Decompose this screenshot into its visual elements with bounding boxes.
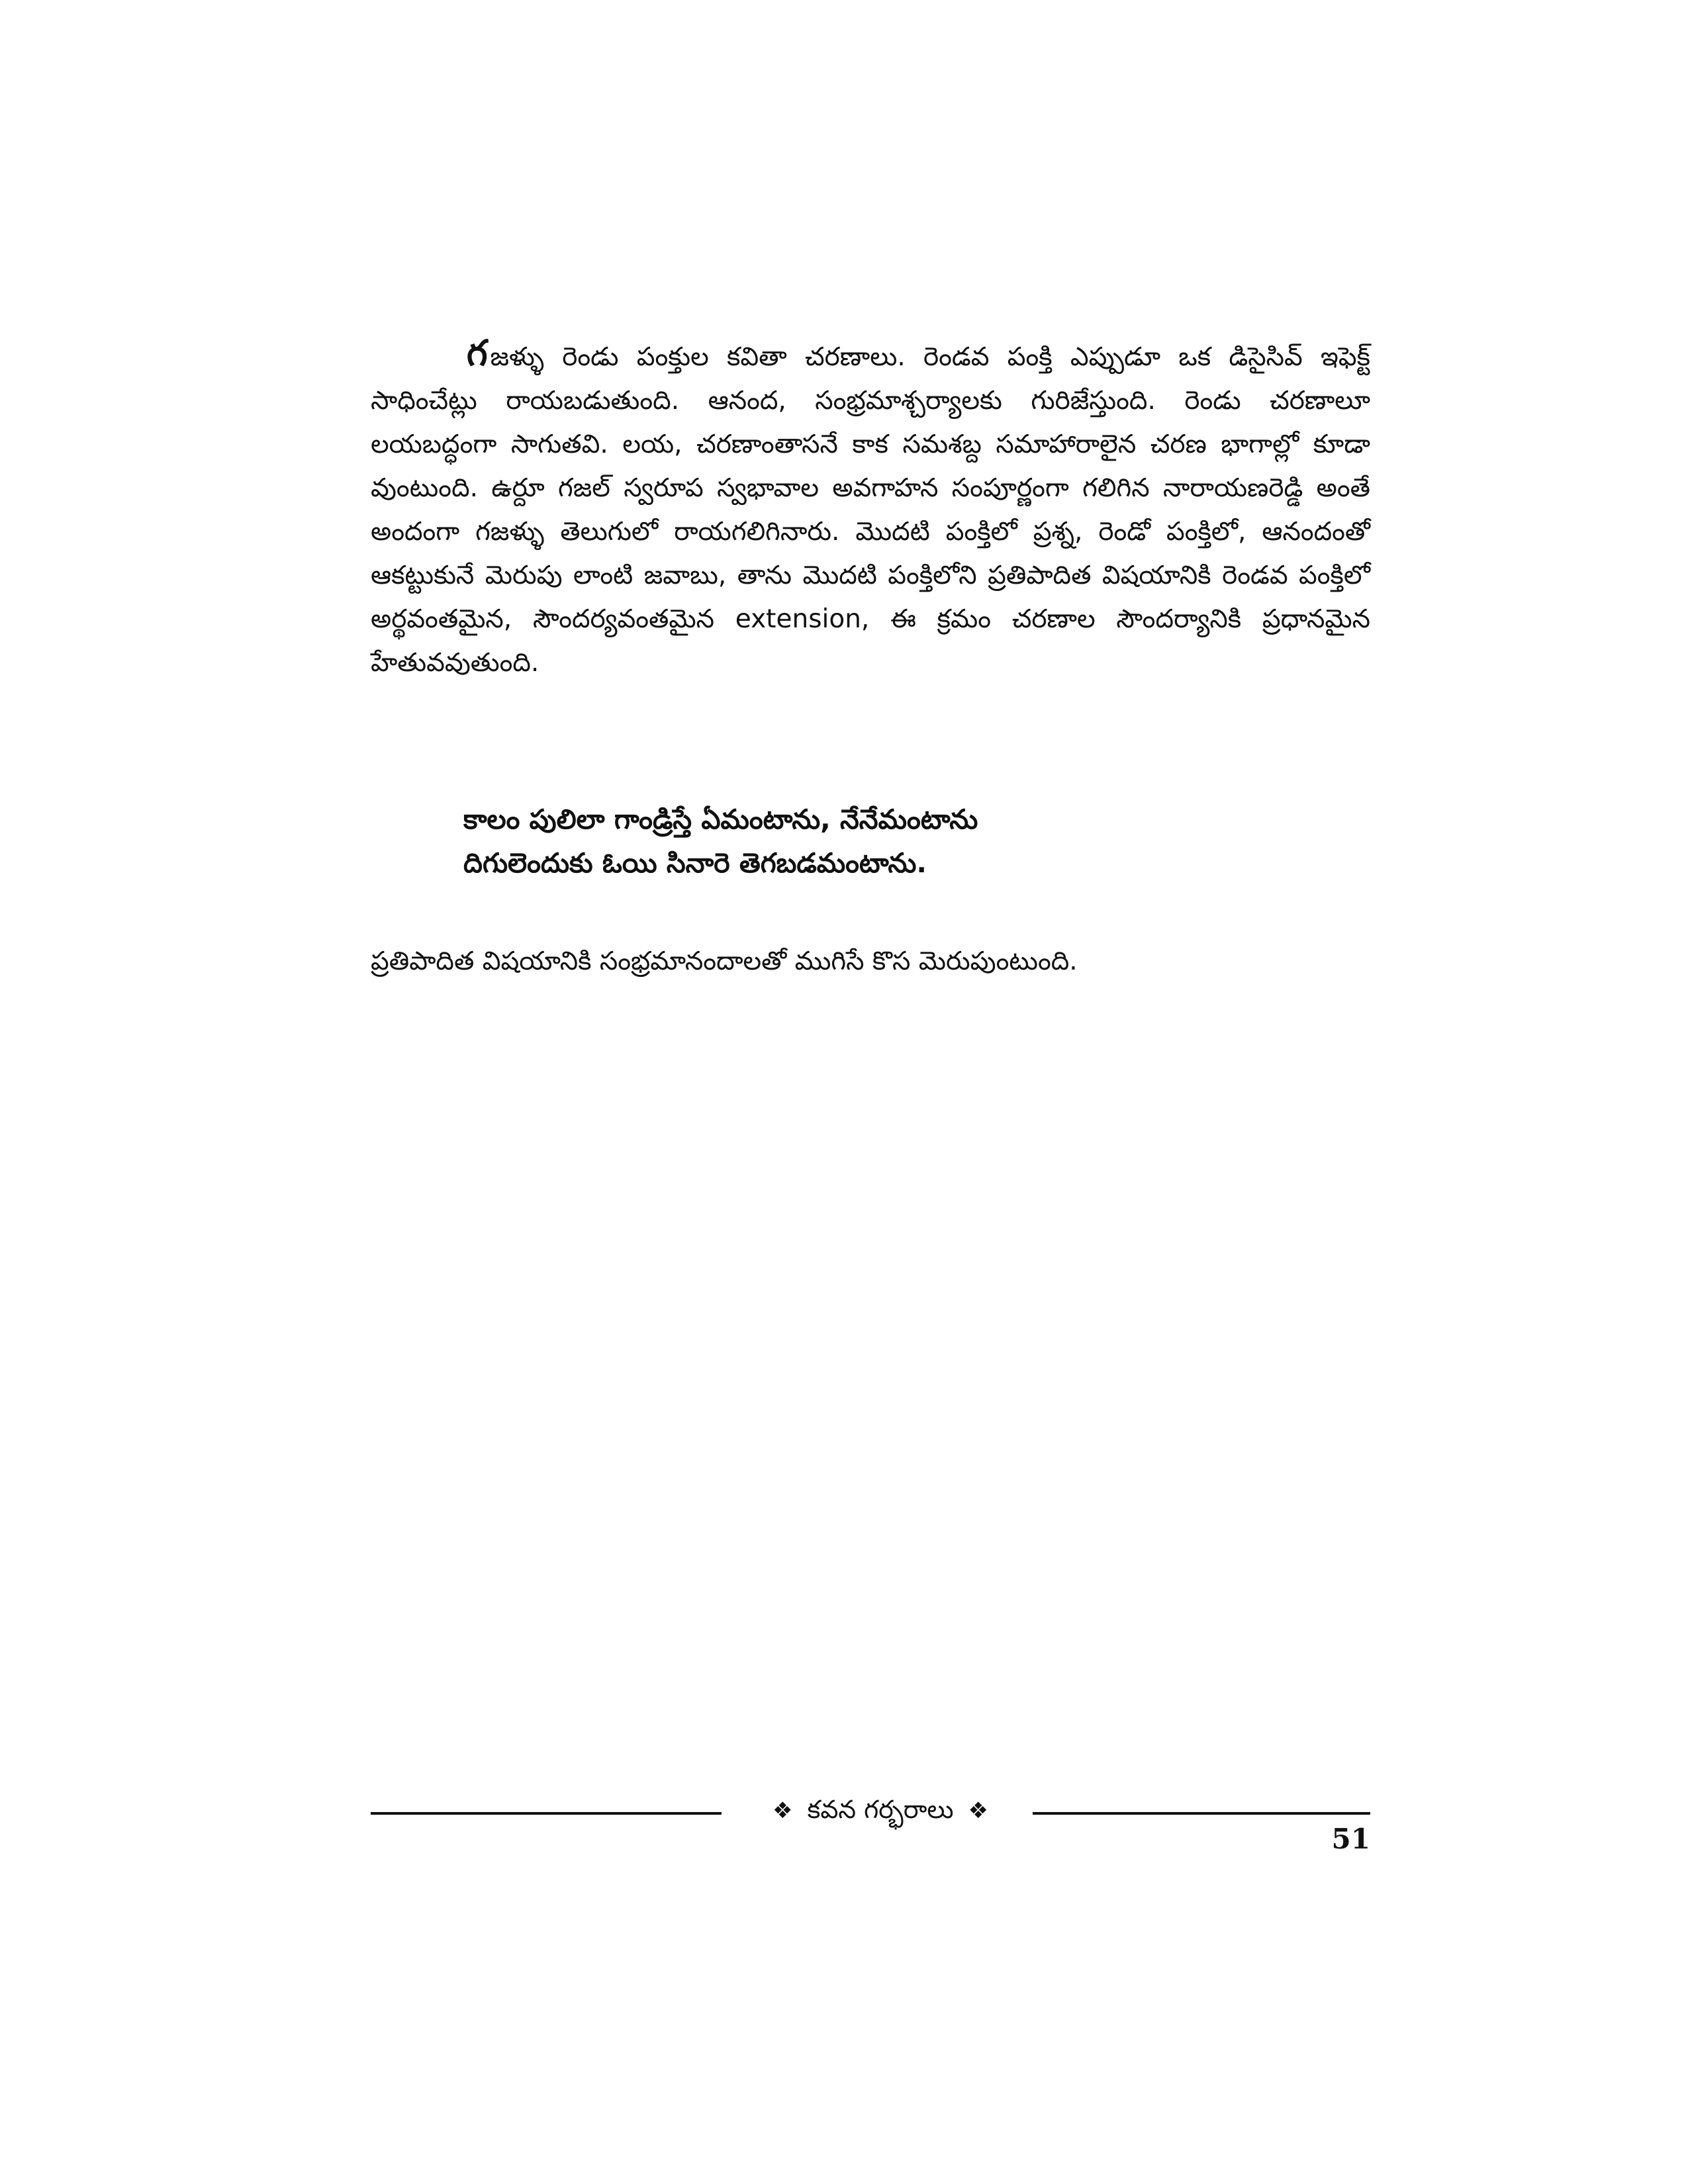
body-paragraph: ప్రతిపాదిత విషయానికి సంభ్రమానందాలతో ముగిసే కొస మెరుపుంటుంది. [371,946,1078,976]
footer-rule [1033,1812,1370,1815]
verse-line: దిగులెందుకు ఓయి సినారె తెగబడమంటాను. [463,847,927,879]
drop-cap: గ [467,332,488,374]
running-footer [741,1795,1019,1831]
book-title: కవన గర్భరాలు [807,1795,954,1824]
verse-line: కాలం పులిలా గాండ్రిస్తే ఏమంటాను, నేనేమంటాను [463,803,978,835]
paragraph-text: జళ్ళు రెండు పంక్తుల కవితా చరణాలు. రెండవ పంక్తి ఎప్పుడూ ఒక డిసైసివ్ ఇఫెక్ట్ సాధించేట్లు రాయబడుతుంది. ఆనంద, సంభ్రమాశ్చర్యాలకు గురిజేస్తుంది. రెండు చరణాలూ లయబద్ధంగా సాగుతవి. లయ, చరణాంతాసనే కాక సమశబ్ద సమాహారాలైన చరణ భాగాల్లో కూడా వుంటుంది. ఉర్దూ గజల్ స్వరూప స్వభావాల అవగాహన సంపూర్ణంగా గలిగిన నారాయణరెడ్డి అంతే అందంగా గజళ్ళు తెలుగులో రాయగలిగినారు. మొదటి పంక్తిలో ప్రశ్న, రెండో పంక్తిలో, ఆనందంతో ఆకట్టుకునే మెరుపు లాంటి జవాబు, తాను మొదటి పంక్తిలోని ప్రతిపాదిత విషయానికి రెండవ పంక్తిలో అర్థవంతమైన, సౌందర్యవంతమైన extension, ఈ క్రమం చరణాల సౌందర్యానికి ప్రధానమైన హేతువవుతుంది. [371,342,1370,678]
page-number: 51 [1331,1823,1370,1855]
ornament-icon: ❖ [968,1797,988,1824]
footer-rule [371,1812,722,1815]
ornament-icon: ❖ [773,1797,793,1824]
verse-quote [463,797,1324,885]
body-paragraph [371,331,1370,685]
